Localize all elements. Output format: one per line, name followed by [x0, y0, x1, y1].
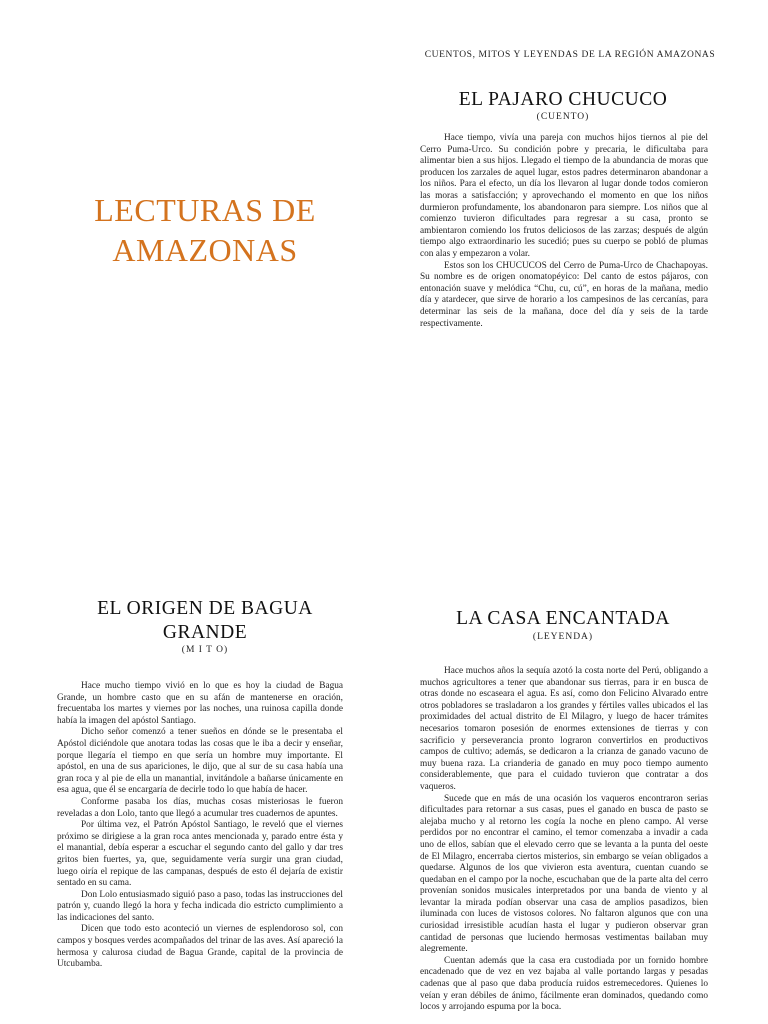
paragraph: Conforme pasaba los días, muchas cosas misteriosas le fueron reveladas a don Lolo, tanto que llegó a acumular tres cuadernos de apuntes.	[57, 796, 343, 819]
paragraph: Estos son los CHUCUCOS del Cerro de Puma-Urco de Chachapoyas. Su nombre es de origen onomatopéyico: Del canto de estos pájaros, con entonación suave y melódica “Chu, cu, cú”, en horas de la mañana, medio día y atardecer, que sirve de horario a los campesinos de las cercanías, para determinar las seis de la mañana, doce del día y seis de la tarde respectivamente.	[420, 260, 708, 329]
paragraph: Hace tiempo, vivía una pareja con muchos hijos tiernos al pie del Cerro Puma-Urco. Su condición pobre y precaria, le dificultaba para alimentar bien a sus hijos. Llegado el tiempo de la abundancia de moras que producen los zarzales de aquel lugar, estos padres determinaron abandonar a los niños. Para el efecto, un día los llevaron al lugar donde todos comieron las moras a satisfacción; y aprovechando el momento en que los niños durmieron profundamente, los abandonaron para siempre. Los niños que al comienzo tuvieron dificultades para regresar a su casa, pronto se ambientaron comiendo los frutos deliciosos de las zarzas; después de algún tiempo algo extraordinario les sucedió; pues su cuerpo se pobló de plumas con alas y empezaron a volar.	[420, 133, 708, 259]
story-body-casa	[420, 666, 708, 1014]
story-genre-bagua: (M I T O)	[181, 645, 229, 655]
paragraph: Hace mucho tiempo vivió en lo que es hoy la ciudad de Bagua Grande, un hombre casto que en su afán de mantenerse en oración, frecuentaba los martes y viernes por las noches, una ruinosa capilla donde había la imagen del apóstol Santiago.	[57, 681, 343, 726]
paragraph: Hace muchos años la sequía azotó la costa norte del Perú, obligando a muchos agricultores a tener que abandonar sus tierras, para ir en busca de otras donde no escaseara el agua. Es así, como don Felicino Alvarado entre otros pobladores se trasladaron a los grandes y fértiles valles ubicados el las proximidades del actual distrito de El Milagro, y luego de hacer trámites necesarios tomaron posesión de enormes extensiones de tierras y con sacrificio y perseverancia pronto lograron convertirlos en productivos campos de cultivo; además, se dedicaron a la crianza de ganado vacuno de muy buena raza. La crianderia de ganado en muy poco tiempo aumento considerablemente, que para el cuidado tuvieron que contratar a dos vaqueros.	[420, 666, 708, 792]
story-body-pajaro	[420, 133, 708, 330]
paragraph: Dicen que todo esto aconteció un viernes de esplendoroso sol, con campos y bosques verdes acompañados del trinar de las aves. Así apareció la hermosa y calurosa ciudad de Bagua Grande, capital de la provincia de Utcubamba.	[57, 924, 343, 970]
paragraph: Don Lolo entusiasmado siguió paso a paso, todas las instrucciones del patrón y, cuando llegó la hora y fecha indicada dio estricto cumplimiento a las indicaciones del santo.	[57, 889, 343, 923]
paragraph: Cuentan además que la casa era custodiada por un fornido hombre encadenado que de vez en vez bajaba al valle portando largas y pesadas cadenas que al paso que daba producía ruidos estremecedores. Quienes lo veían y eran débiles de ánimo, fácilmente eran dominados, quedando como locos y arrojando espuma por la boca.	[420, 955, 708, 1013]
paragraph: Por última vez, el Patrón Apóstol Santiago, le reveló que el viernes próximo se dirigiese a la gran roca antes mencionada y, parado entre ésta y el manantial, debía esperar a escuchar el segundo canto del gallo y dar tres gritos bien fuertes, ya, que, seguidamente vería surgir una gran ciudad, luego oiría el repique de las campanas, después de esto él dejaría de existir sentado en su cama.	[57, 820, 343, 889]
book-title-line1: LECTURAS DE	[94, 192, 316, 228]
story-title-casa: LA CASA ENCANTADA	[456, 608, 670, 629]
story-title-bagua: EL ORIGEN DE BAGUA GRANDE	[97, 598, 313, 643]
book-title-line2: AMAZONAS	[112, 232, 298, 268]
book-title	[40, 190, 370, 270]
story-genre-casa: (LEYENDA)	[532, 632, 594, 642]
running-head: CUENTOS, MITOS Y LEYENDAS DE LA REGIÓN AMAZONAS	[424, 50, 716, 60]
story-title-pajaro: EL PAJARO CHUCUCO	[458, 89, 668, 110]
story-body-bagua	[57, 681, 343, 971]
paragraph: Sucede que en más de una ocasión los vaqueros encontraron serias dificultades para retornar a sus casas, pues el ganado en busca de pasto se alejaba mucho y al retorno les cogía la noche en pleno campo. Al verse perdidos por no encontrar el camino, el temor comenzaba a invadir a cada uno de ellos, sabían que el elevado cerro que se levanta a la punta del oeste de El Milagro, encerraba ciertos misterios, sin embargo se veían obligados a quedarse. Algunos de los que vivieron esta aventura, cuentan cuando se quedaban en el campo por la noche, escuchaban que de la parte alta del cerro provenían sonidos musicales interpretados por una banda de viento y al levantar la mirada podían observar una casa de amplios pasadizos, bien iluminada con luces de vistosos colores. No faltaron algunos que con una curiosidad irresistible acudían hasta el lugar y pudieron observar gran cantidad de personas que luciendo hermosas vestimentas bailaban muy alegremente.	[420, 793, 708, 955]
story-genre-pajaro: (CUENTO)	[536, 112, 590, 122]
paragraph: Dicho señor comenzó a tener sueños en dónde se le presentaba el Apóstol diciéndole que anotara todas las cosas que le iba a decir y enseñar, porque llegaría el tiempo en que sería un hombre muy importante. El apóstol, en una de sus apariciones, le dijo, que al sur de su casa había una gran roca y al pie de ella un manantial, invitándole a bañarse únicamente en esa agua, que él se encargaría de decirle todo lo que había de hacer.	[57, 727, 343, 796]
